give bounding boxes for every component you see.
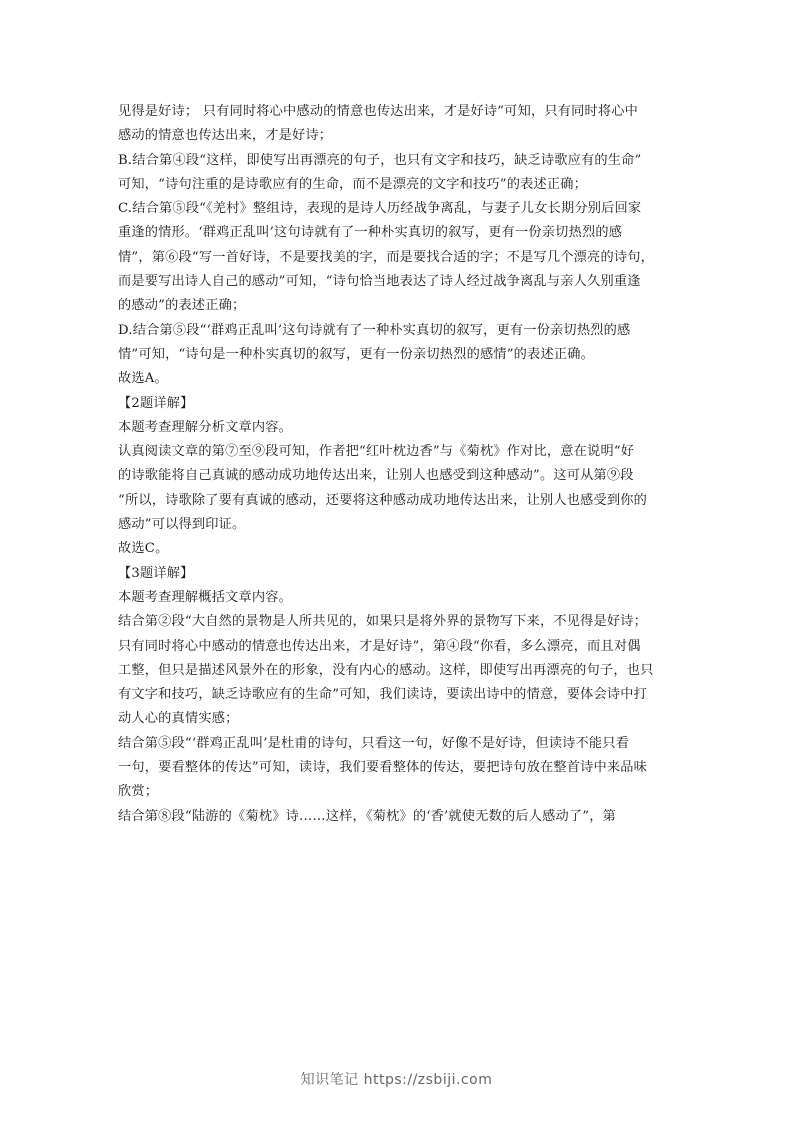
text-line: 重逢的情形。‘群鸡正乱叫’这句诗就有了一种朴实真切的叙写，更有一份亲切热烈的感 bbox=[118, 225, 623, 241]
text-line: 结合第②段“大自然的景物是人所共见的，如果只是将外界的景物写下来，不见得是好诗； bbox=[118, 614, 648, 630]
text-line: 本题考查理解概括文章内容。 bbox=[118, 589, 293, 605]
text-line: 见得是好诗； 只有同时将心中感动的情意也传达出来，才是好诗”可知，只有同时将心中 bbox=[118, 104, 639, 119]
text-line: 故选A。 bbox=[118, 371, 168, 387]
text-line: 结合第⑧段“陆游的《菊枕》诗……这样，《菊枕》的‘香’就使无数的后人感动了”，第 bbox=[118, 808, 617, 824]
text-line: 故选C。 bbox=[118, 541, 169, 557]
text-line: 本题考查理解分析文章内容。 bbox=[118, 419, 293, 435]
text-line: 【2题详解】 bbox=[118, 395, 194, 411]
text-line: B.结合第④段“这样，即使写出再漂亮的句子，也只有文字和技巧，缺乏诗歌应有的生命” bbox=[118, 152, 642, 168]
footer-watermark: 知识笔记 https://zsbiji.com bbox=[300, 1072, 493, 1088]
text-line: 可知，“诗句注重的是诗歌应有的生命，而不是漂亮的文字和技巧”的表述正确； bbox=[118, 176, 588, 192]
text-line: 结合第⑤段“‘群鸡正乱叫’是杜甫的诗句，只看这一句，好像不是好诗，但读诗不能只看 bbox=[118, 735, 630, 751]
text-line: 认真阅读文章的第⑦至⑨段可知，作者把“红叶枕边香”与《菊枕》作对比，意在说明“好 bbox=[118, 444, 635, 460]
text-line: 只有同时将心中感动的情意也传达出来，才是好诗”，第④段“你看，多么漂亮，而且对偶 bbox=[118, 638, 641, 654]
text-line: 【3题详解】 bbox=[118, 565, 194, 581]
text-line: 感动的情意也传达出来，才是好诗； bbox=[118, 128, 333, 144]
text-line: 工整，但只是描述风景外在的形象，没有内心的感动。这样，即使写出再漂亮的句子，也只 bbox=[118, 662, 654, 678]
text-line: “所以，诗歌除了要有真诚的感动，还要将这种感动成功地传达出来，让别人也感受到你的 bbox=[118, 492, 648, 508]
text-line: 的感动”的表述正确； bbox=[118, 298, 246, 314]
answer-explanation-text bbox=[118, 100, 678, 829]
text-line: 动人心的真情实感； bbox=[118, 711, 239, 727]
text-line: 而是要写出诗人自己的感动”可知，“诗句恰当地表达了诗人经过战争离乱与亲人久别重逢 bbox=[118, 274, 641, 290]
text-line: 情”可知，“诗句是一种朴实真切的叙写，更有一份亲切热烈的感情”的表述正确。 bbox=[118, 346, 594, 362]
text-line: D.结合第⑤段“‘群鸡正乱叫’这句诗就有了一种朴实真切的叙写，更有一份亲切热烈的感 bbox=[118, 322, 631, 338]
text-line: 一句，要看整体的传达”可知，读诗，我们要看整体的传达，要把诗句放在整首诗中来品味 bbox=[118, 760, 648, 776]
text-line: 情”，第⑥段“写一首好诗，不是要找美的字，而是要找合适的字；不是写几个漂亮的诗句， bbox=[118, 249, 654, 265]
text-line: 感动”可以得到印证。 bbox=[118, 517, 246, 533]
text-line: 的诗歌能将自己真诚的感动成功地传达出来，让别人也感受到这种感动”。这可从第⑨段 bbox=[118, 468, 634, 484]
text-line: 有文字和技巧，缺乏诗歌应有的生命”可知，我们读诗，要读出诗中的情意，要体会诗中打 bbox=[118, 687, 648, 703]
text-line: 欣赏； bbox=[118, 784, 159, 800]
text-line: C.结合第⑤段“《羌村》整组诗，表现的是诗人历经战争离乱，与妻子儿女长期分别后回家 bbox=[118, 201, 642, 217]
